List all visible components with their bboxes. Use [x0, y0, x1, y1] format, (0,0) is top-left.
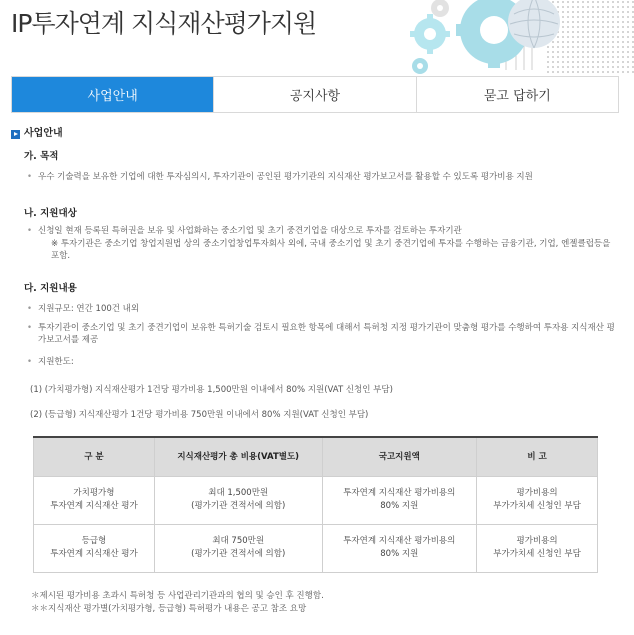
table-cell: 등급형 투자연계 지식재산 평가 — [34, 524, 155, 572]
table-header-row — [34, 437, 598, 476]
target-note: ※ 투자기관은 중소기업 창업지원법 상의 중소기업창업투자회사 외에, 국내 중소기업 및 초기 중견기업에 투자를 수행하는 금융기관, 기업, 엔젤클럽등을 포함. — [51, 239, 611, 261]
column-header: 지식재산평가 총 비용(VAT별도) — [154, 437, 322, 476]
support-table — [33, 436, 598, 573]
column-header: 비 고 — [477, 437, 598, 476]
bullet-dot-icon: • — [27, 357, 33, 367]
limit-line-1: (1) (가치평가형) 지식재산평가 1건당 평가비용 1,500만원 이내에서 80% 지원(VAT 신청인 부담) — [30, 385, 393, 395]
bullet-dot-icon: • — [27, 226, 33, 236]
tab-qna[interactable]: 묻고 답하기 — [416, 77, 618, 112]
table-cell: 투자연계 지식재산 평가비용의 80% 지원 — [322, 476, 477, 524]
column-header: 국고지원액 — [322, 437, 477, 476]
table-cell: 평가비용의 부가가치세 신청인 부담 — [477, 476, 598, 524]
list-item: • 우수 기술력을 보유한 기업에 대한 투자심의시, 투자기관이 공인된 평가기관의 지식재산 평가보고서를 활용할 수 있도록 평가비용 지원 — [27, 172, 533, 182]
table-cell: 가치평가형 투자연계 지식재산 평가 — [34, 476, 155, 524]
table-row — [34, 524, 598, 572]
list-item: • 투자기관이 중소기업 및 초기 중견기업이 보유한 특허기술 검토시 필요한 항목에 대해서 특허청 지정 평가기관이 맞춤형 평가를 수행하여 투자용 지식재산 평가보고서를 제공 — [27, 323, 615, 345]
tab-notices[interactable]: 공지사항 — [213, 77, 415, 112]
limit-line-2: (2) (등급형) 지식재산평가 1건당 평가비용 750만원 이내에서 80% 지원(VAT 신청인 부담) — [30, 410, 369, 420]
section-heading — [11, 128, 63, 140]
content-heading: 다. 지원내용 — [24, 283, 77, 294]
purpose-heading: 가. 목적 — [24, 151, 59, 162]
tab-business-info[interactable]: 사업안내 — [12, 77, 213, 112]
footnote-2: ＊＊지식재산 평가별(가치평가형, 등급형) 특허평가 내용은 공고 참조 요망 — [31, 604, 307, 614]
bullet-dot-icon: • — [27, 172, 33, 182]
table-cell: 평가비용의 부가가치세 신청인 부담 — [477, 524, 598, 572]
gears-globe-illustration — [396, 0, 634, 74]
page-title: IP투자연계 지식재산평가지원 — [11, 9, 317, 38]
list-item: • 신청일 현재 등록된 특허권을 보유 및 사업화하는 중소기업 및 초기 중견기업을 대상으로 투자를 검토하는 투자기관 — [27, 226, 462, 236]
table-cell: 투자연계 지식재산 평가비용의 80% 지원 — [322, 524, 477, 572]
target-heading: 나. 지원대상 — [24, 208, 77, 219]
table-cell: 최대 1,500만원 (평가기관 견적서에 의함) — [154, 476, 322, 524]
bullet-dot-icon: • — [27, 304, 33, 314]
list-item: • 지원규모: 연간 100건 내외 — [27, 304, 140, 314]
list-item: • 지원한도: — [27, 357, 74, 367]
column-header: 구 분 — [34, 437, 155, 476]
tab-bar — [11, 76, 619, 113]
bullet-dot-icon: • — [27, 323, 33, 333]
arrow-box-icon — [11, 130, 20, 139]
table-row — [34, 476, 598, 524]
table-cell: 최대 750만원 (평가기관 견적서에 의함) — [154, 524, 322, 572]
page-header — [0, 0, 634, 76]
footnote-1: ＊제시된 평가비용 초과시 특허청 등 사업관리기관과의 협의 및 승인 후 진행함. — [31, 591, 324, 601]
section-title: 사업안내 — [24, 128, 63, 139]
